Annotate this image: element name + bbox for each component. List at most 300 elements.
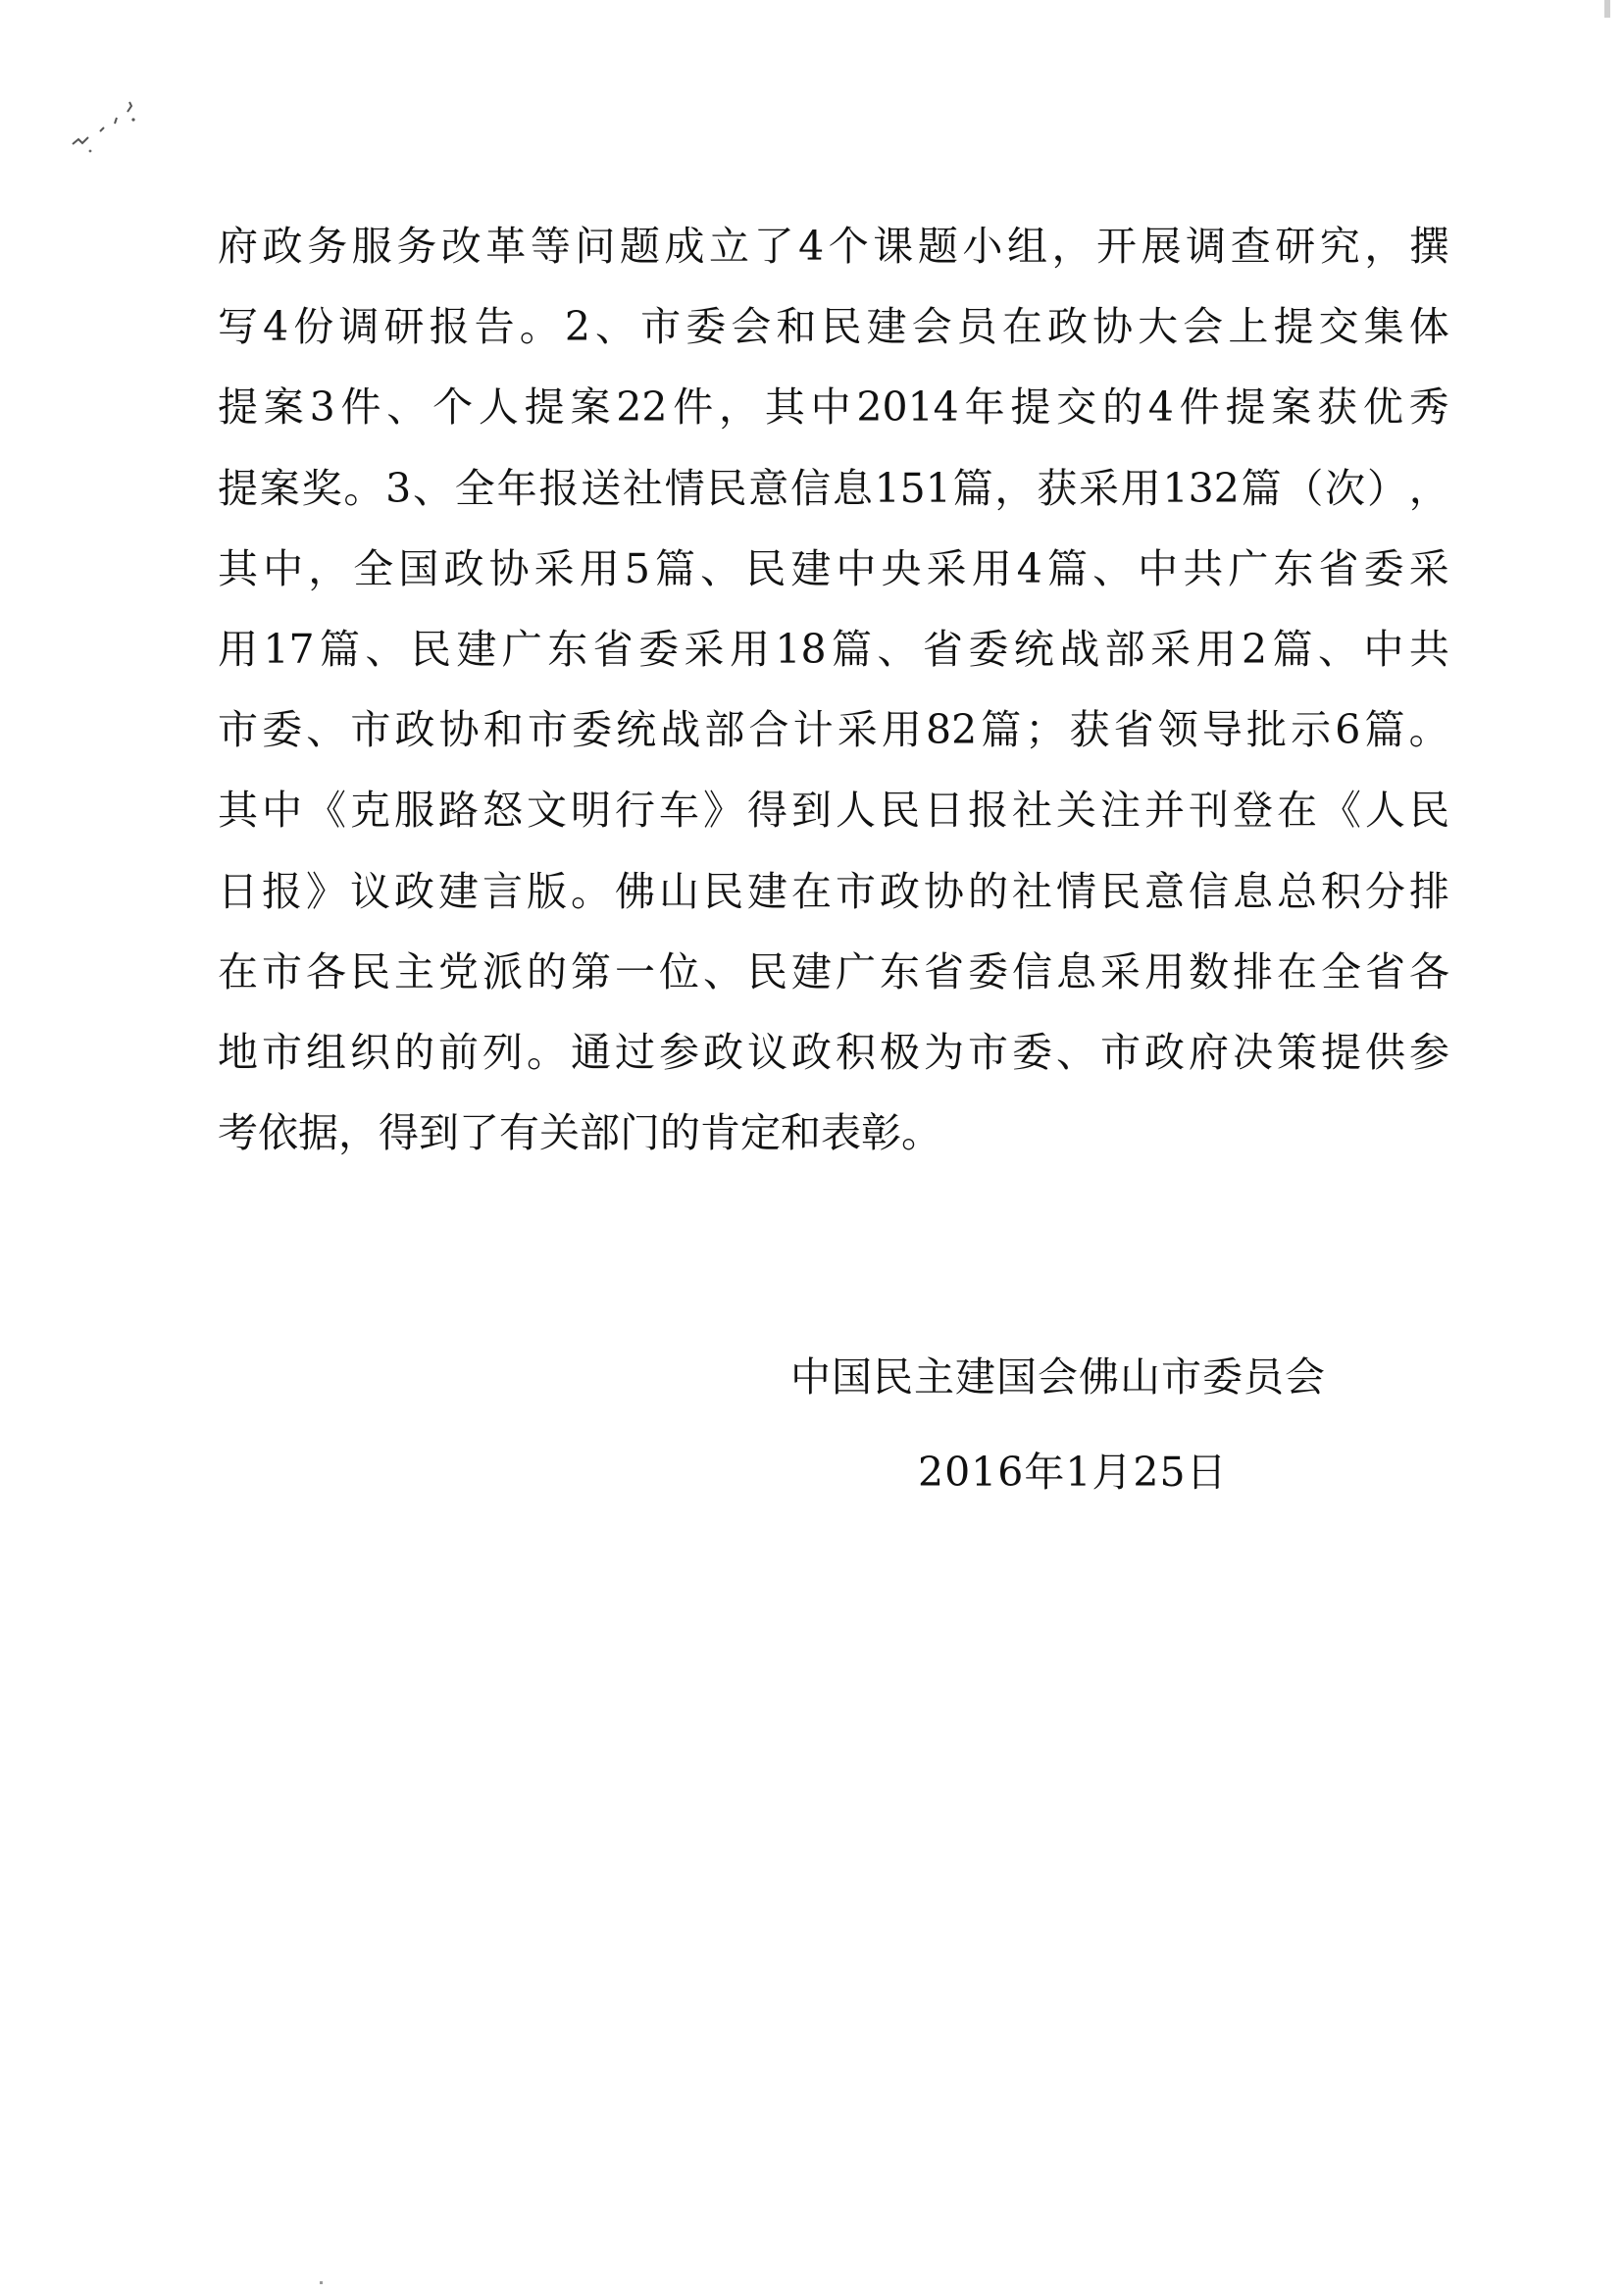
body-text-glyph: 路 [438,787,479,835]
body-text-glyph: 怒 [482,787,523,835]
body-text-glyph: 议 [350,867,390,915]
body-text-glyph: 和 [482,706,524,754]
body-text-glyph: 和 [776,303,817,351]
body-text-glyph: 建 [790,544,832,592]
scan-artifact-mark [61,61,169,169]
body-text-glyph: 供 [1365,1028,1405,1076]
body-text-glyph: 各 [1409,947,1449,995]
body-text-glyph: 信 [1012,947,1052,995]
body-text-glyph: 》 [306,867,346,915]
body-text-glyph: 采 [1150,625,1192,673]
body-text-glyph: 研 [1275,223,1316,270]
body-text-glyph: 改 [440,223,482,270]
body-text-glyph: 用 [729,625,770,673]
body-text-glyph: 采 [1078,464,1119,512]
body-text-glyph: 调 [338,303,380,351]
body-text-glyph: 、 [365,625,406,673]
body-text-glyph: 了 [753,223,794,270]
body-text-glyph: 民 [747,947,787,995]
body-text-glyph: 前 [438,1028,479,1076]
body-text-glyph: 息 [832,464,873,512]
body-text-glyph: 2 [1241,625,1268,673]
body-text-glyph: 人 [478,383,519,432]
body-text-glyph: 派 [482,947,523,995]
body-text-glyph: 中 [262,787,302,835]
body-text-glyph: 府 [1189,1028,1229,1076]
body-text-glyph: 民 [821,303,862,351]
body-text-glyph: 用 [881,706,922,754]
body-text-glyph: 委 [638,625,680,673]
body-text-glyph: 全 [1321,947,1361,995]
body-text-glyph: 到 [791,787,832,835]
body-text-glyph: 刊 [1189,787,1229,835]
body-text-glyph: 组 [1006,223,1047,270]
body-text-glyph: 用 [579,544,620,592]
body-text-glyph: 17 [263,625,315,673]
body-text-glyph: 获 [1317,383,1358,432]
body-text-glyph: 其 [218,544,258,592]
body-text-glyph: 132 [1162,464,1240,512]
body-text-glyph: 件 [673,383,714,432]
body-text-glyph: 。 [571,867,611,915]
body-text-glyph: 决 [1233,1028,1273,1076]
body-text-glyph: 领 [1157,706,1198,754]
body-text-glyph: 提 [1321,1028,1361,1076]
body-text-glyph: 会 [911,303,952,351]
body-text-glyph: 报 [429,303,470,351]
body-text-glyph: 篇 [1364,706,1405,754]
body-text-glyph: 言 [482,867,523,915]
body-text-glyph: 积 [1321,867,1361,915]
body-text-glyph: 部 [704,706,745,754]
body-text-glyph: 篇 [1272,625,1313,673]
body-text-glyph: 过 [615,1028,655,1076]
body-text-glyph: 查 [1230,223,1271,270]
body-text-glyph: 、 [595,303,636,351]
body-text-glyph: 提 [1273,303,1314,351]
body-text-glyph: 极 [880,1028,920,1076]
body-text-glyph: （ [1283,464,1324,512]
body-text-glyph: 调 [1186,223,1227,270]
body-text-glyph: ， [1051,223,1092,270]
body-line [218,699,1449,780]
body-text-glyph: 份 [293,303,334,351]
body-text-glyph: 行 [615,787,655,835]
body-text-glyph: 在 [1277,787,1317,835]
body-text-glyph: 建 [791,947,832,995]
body-text-glyph: 关 [1056,787,1096,835]
body-text-glyph: 信 [790,464,832,512]
body-text-glyph: 部 [1104,625,1145,673]
body-text-glyph: ， [1364,223,1405,270]
body-text-glyph: 佛 [615,867,655,915]
body-text-glyph: 中 [1138,544,1179,592]
body-text-glyph: 中 [1363,625,1404,673]
body-text-glyph: 排 [1409,867,1449,915]
body-text-glyph: 全 [454,464,495,512]
body-text-glyph: 成 [664,223,705,270]
body-text-glyph: 研 [383,303,425,351]
body-text-glyph: 为 [924,1028,964,1076]
body-text-glyph: 提 [524,383,565,432]
body-text-glyph: 篇 [952,464,993,512]
body-text-glyph: 交 [1056,383,1097,432]
body-text-glyph: 服 [351,223,392,270]
body-text-glyph: 社 [622,464,663,512]
scan-artifact-dot [320,2281,323,2284]
body-text-glyph: 务 [396,223,437,270]
body-text-glyph: 东 [880,947,920,995]
body-text-glyph: 省 [922,625,963,673]
body-text-glyph: 件 [340,383,381,432]
body-line: 考依据，得到了有关部门的肯定和表彰。 [218,1109,941,1157]
body-text-glyph: 中 [836,544,877,592]
body-text-glyph: 克 [350,787,390,835]
body-text-glyph: 提 [1010,383,1051,432]
body-text-glyph: 注 [1100,787,1141,835]
signature-organization: 中国民主建国会佛山市委员会 [790,1353,1326,1401]
body-text-glyph: 6 [1335,706,1361,754]
body-text-glyph: 大 [1138,303,1179,351]
signature-date: 2016年1月25日 [918,1449,1228,1496]
body-text-glyph: 、 [703,947,743,995]
body-text-glyph: 的 [527,947,567,995]
body-text-glyph: 其 [218,787,258,835]
body-text-glyph: 委 [262,706,303,754]
body-text-glyph: 政 [1144,1028,1185,1076]
body-text-glyph: ， [719,383,760,432]
body-text-glyph: 委 [968,947,1008,995]
body-text-glyph: 中 [263,544,304,592]
body-text-glyph: 市 [262,947,302,995]
body-text-glyph: 分 [1365,867,1405,915]
body-text-glyph: 报 [968,787,1008,835]
body-text-glyph: ， [1408,464,1449,512]
body-text-glyph: 18 [775,625,827,673]
body-text-glyph: 市 [527,706,568,754]
body-text-glyph: 问 [575,223,616,270]
body-text-glyph: 东 [1273,544,1314,592]
body-text-glyph: 参 [659,1028,699,1076]
body-text-glyph: 在 [1277,947,1317,995]
body-text-glyph: 4 [1147,383,1174,432]
body-text-glyph: 东 [547,625,588,673]
body-text-glyph: 山 [659,867,699,915]
body-text-glyph: 撰 [1408,223,1449,270]
body-line [218,458,1449,538]
body-text-glyph: 主 [394,947,434,995]
body-text-glyph: 政 [394,706,435,754]
body-text-glyph: 市 [262,1028,302,1076]
body-text-glyph: 共 [1183,544,1224,592]
body-text-glyph: 的 [394,1028,434,1076]
body-text-glyph: 案 [1271,383,1312,432]
body-text-glyph: 课 [873,223,914,270]
body-text-glyph: 2014 [856,383,959,432]
body-text-glyph: 、 [877,625,918,673]
body-text-glyph: 列 [482,1028,523,1076]
body-line [218,377,1449,457]
body-text-glyph: 报 [538,464,580,512]
body-text-glyph: 合 [748,706,789,754]
body-text-glyph: 服 [394,787,434,835]
body-text-glyph: 导 [1201,706,1243,754]
body-text-glyph: 篇 [655,544,696,592]
body-text-glyph: 篇 [1241,464,1282,512]
body-text-glyph: 车 [659,787,699,835]
body-text-glyph: 3 [385,464,412,512]
body-text-glyph: 市 [350,706,391,754]
body-text-glyph: 委 [1012,1028,1052,1076]
body-text-glyph: 案 [259,464,300,512]
body-text-glyph: 在 [791,867,832,915]
body-text-glyph: 位 [659,947,699,995]
body-text-glyph: 件 [1179,383,1220,432]
body-text-glyph: 情 [664,464,705,512]
body-text-glyph: 中 [810,383,851,432]
body-text-glyph: 3 [309,383,335,432]
body-text-glyph: 题 [619,223,660,270]
body-text-glyph: 登 [1233,787,1273,835]
body-text-glyph: 民 [703,867,743,915]
body-text-glyph: 日 [924,787,964,835]
body-text-glyph: 明 [571,787,611,835]
body-text-glyph: 息 [1056,947,1096,995]
body-text-glyph: 统 [616,706,657,754]
body-text-glyph: 参 [1409,1028,1449,1076]
body-text-glyph: 省 [592,625,634,673]
body-text-glyph: 总 [1277,867,1317,915]
body-text-glyph: 案 [570,383,611,432]
body-text-glyph: 提 [218,464,258,512]
body-text-glyph: 展 [1141,223,1182,270]
body-text-glyph: 市 [640,303,682,351]
body-text-glyph: 其 [764,383,805,432]
body-text-glyph: 用 [1120,464,1161,512]
body-text-glyph: 文 [527,787,567,835]
body-text-glyph: 究 [1319,223,1360,270]
body-text-glyph: 得 [747,787,787,835]
body-text-glyph: 民 [350,947,390,995]
body-text-glyph: 篇 [832,625,873,673]
body-text-glyph: 开 [1096,223,1138,270]
body-text-glyph: 版 [527,867,567,915]
body-text-glyph: 。 [343,464,384,512]
body-text-glyph: 组 [306,1028,346,1076]
body-text-glyph: 建 [866,303,907,351]
body-text-glyph: 党 [438,947,479,995]
body-text-glyph: 日 [218,867,258,915]
body-text-glyph: 。 [519,303,560,351]
body-line [218,861,1449,942]
body-text-glyph: 送 [581,464,622,512]
body-line [218,942,1449,1022]
body-text-glyph: 2 [564,303,590,351]
body-text-glyph: 》 [703,787,743,835]
body-text-glyph: 、 [306,706,347,754]
body-text-glyph: 获 [1069,706,1110,754]
body-text-glyph: 协 [1092,303,1134,351]
body-text-glyph: 政 [394,867,434,915]
body-text-glyph: 篇 [320,625,361,673]
body-text-glyph: 省 [924,947,964,995]
body-text-glyph: ， [994,464,1036,512]
body-text-glyph: 个 [432,383,474,432]
body-paragraph [218,216,1449,1183]
body-text-glyph: 提 [218,383,258,432]
body-text-glyph: 央 [881,544,922,592]
body-text-glyph: 广 [501,625,542,673]
body-text-glyph: 府 [218,223,258,270]
body-text-glyph: ， [308,544,349,592]
body-text-glyph: 5 [624,544,650,592]
body-text-glyph: 员 [956,303,997,351]
body-text-glyph: 委 [968,625,1009,673]
body-line [218,538,1449,619]
body-text-glyph: 省 [1318,544,1359,592]
body-text-glyph: 采 [533,544,575,592]
body-text-glyph: 各 [306,947,346,995]
body-text-glyph: 民 [880,787,920,835]
body-text-glyph: 用 [1144,947,1185,995]
body-text-glyph: 。 [1408,706,1449,754]
body-text-glyph: 告 [474,303,515,351]
body-line [218,1022,1449,1102]
body-text-glyph: 篇 [981,706,1022,754]
body-text-glyph: 优 [1362,383,1403,432]
body-text-glyph: 政 [703,1028,743,1076]
body-text-glyph: 市 [836,867,876,915]
body-text-glyph: 信 [1189,867,1229,915]
body-text-glyph: 社 [1012,787,1052,835]
body-text-glyph: 秀 [1408,383,1449,432]
body-text-glyph: 体 [1408,303,1449,351]
body-text-glyph: 市 [1100,1028,1141,1076]
body-text-glyph: 年 [964,383,1005,432]
body-text-glyph: 、 [386,383,428,432]
body-text-glyph: 采 [837,706,878,754]
body-text-glyph: 民 [706,464,747,512]
body-text-glyph: 采 [684,625,725,673]
body-text-glyph: 策 [1277,1028,1317,1076]
body-text-glyph: 政 [880,867,920,915]
body-text-glyph: 采 [926,544,967,592]
body-text-glyph: 题 [917,223,958,270]
body-text-glyph: 采 [1100,947,1141,995]
body-text-glyph: 委 [1363,544,1404,592]
body-text-glyph: 息 [1233,867,1273,915]
body-text-glyph: 。 [527,1028,567,1076]
body-text-glyph: 、 [413,464,453,512]
body-text-glyph: 政 [262,223,303,270]
body-text-glyph: ； [1025,706,1066,754]
body-text-glyph: 协 [924,867,964,915]
body-text-glyph: 协 [488,544,530,592]
body-text-glyph: 政 [1046,303,1088,351]
body-text-glyph: 统 [1013,625,1054,673]
body-text-glyph: 战 [660,706,701,754]
body-text-glyph: 计 [792,706,834,754]
body-text-glyph: 《 [1321,787,1361,835]
body-text-glyph: 人 [836,787,876,835]
body-text-glyph: 在 [218,947,258,995]
body-text-glyph: 次 [1325,464,1366,512]
body-text-glyph: 革 [485,223,527,270]
body-text-glyph: 集 [1363,303,1404,351]
body-text-glyph: 22 [616,383,668,432]
body-line [218,619,1449,699]
body-text-glyph: 情 [1056,867,1096,915]
body-text-glyph: 市 [218,706,258,754]
body-text-glyph: 委 [685,303,727,351]
body-text-glyph: 意 [1144,867,1185,915]
body-text-glyph: 报 [262,867,302,915]
body-text-glyph: 批 [1246,706,1288,754]
body-text-glyph: 委 [572,706,612,754]
body-text-glyph: 人 [1365,787,1405,835]
body-text-glyph: 一 [615,947,655,995]
body-text-glyph: 地 [218,1028,258,1076]
body-text-glyph: 的 [968,867,1008,915]
body-text-glyph: 战 [1059,625,1100,673]
body-text-glyph: 民 [1409,787,1449,835]
body-text-glyph: 共 [1408,625,1449,673]
body-text-glyph: 建 [456,625,497,673]
body-text-glyph: 建 [747,867,787,915]
body-text-glyph: 用 [218,625,258,673]
body-text-glyph: 全 [353,544,394,592]
body-text-glyph: 第 [571,947,611,995]
body-text-glyph: 省 [1113,706,1154,754]
body-text-glyph: 广 [836,947,876,995]
body-text-glyph: 4 [263,303,289,351]
body-text-glyph: 积 [836,1028,876,1076]
body-text-glyph: 等 [530,223,571,270]
body-text-glyph: 写 [218,303,258,351]
body-text-glyph: 政 [443,544,484,592]
body-text-glyph: 4 [798,223,825,270]
body-text-glyph: 采 [1408,544,1449,592]
body-text-glyph: 篇 [1046,544,1088,592]
body-text-glyph: 个 [828,223,869,270]
body-text-glyph: 82 [926,706,978,754]
body-text-glyph: 社 [1012,867,1052,915]
body-text-glyph: 广 [1228,544,1269,592]
body-text-glyph: 协 [438,706,480,754]
body-text-glyph: ） [1366,464,1407,512]
body-text-glyph: 省 [1365,947,1405,995]
body-text-glyph: 小 [962,223,1003,270]
body-text-glyph: 市 [968,1028,1008,1076]
body-text-glyph: 会 [1183,303,1224,351]
body-text-glyph: 年 [496,464,537,512]
scan-artifact-corner [1604,0,1610,18]
body-text-glyph: 用 [1195,625,1237,673]
body-text-glyph: 的 [1101,383,1142,432]
body-text-glyph: 通 [571,1028,611,1076]
body-text-glyph: 民 [1100,867,1141,915]
body-text-glyph: 4 [1016,544,1042,592]
body-text-glyph: 奖 [301,464,342,512]
body-line [218,780,1449,860]
body-text-glyph: 政 [791,1028,832,1076]
body-text-glyph: 排 [1233,947,1273,995]
body-text-glyph: 织 [350,1028,390,1076]
body-text-glyph: 数 [1189,947,1229,995]
body-text-glyph: 、 [1317,625,1358,673]
body-text-glyph: 案 [263,383,304,432]
body-text-glyph: 民 [410,625,451,673]
